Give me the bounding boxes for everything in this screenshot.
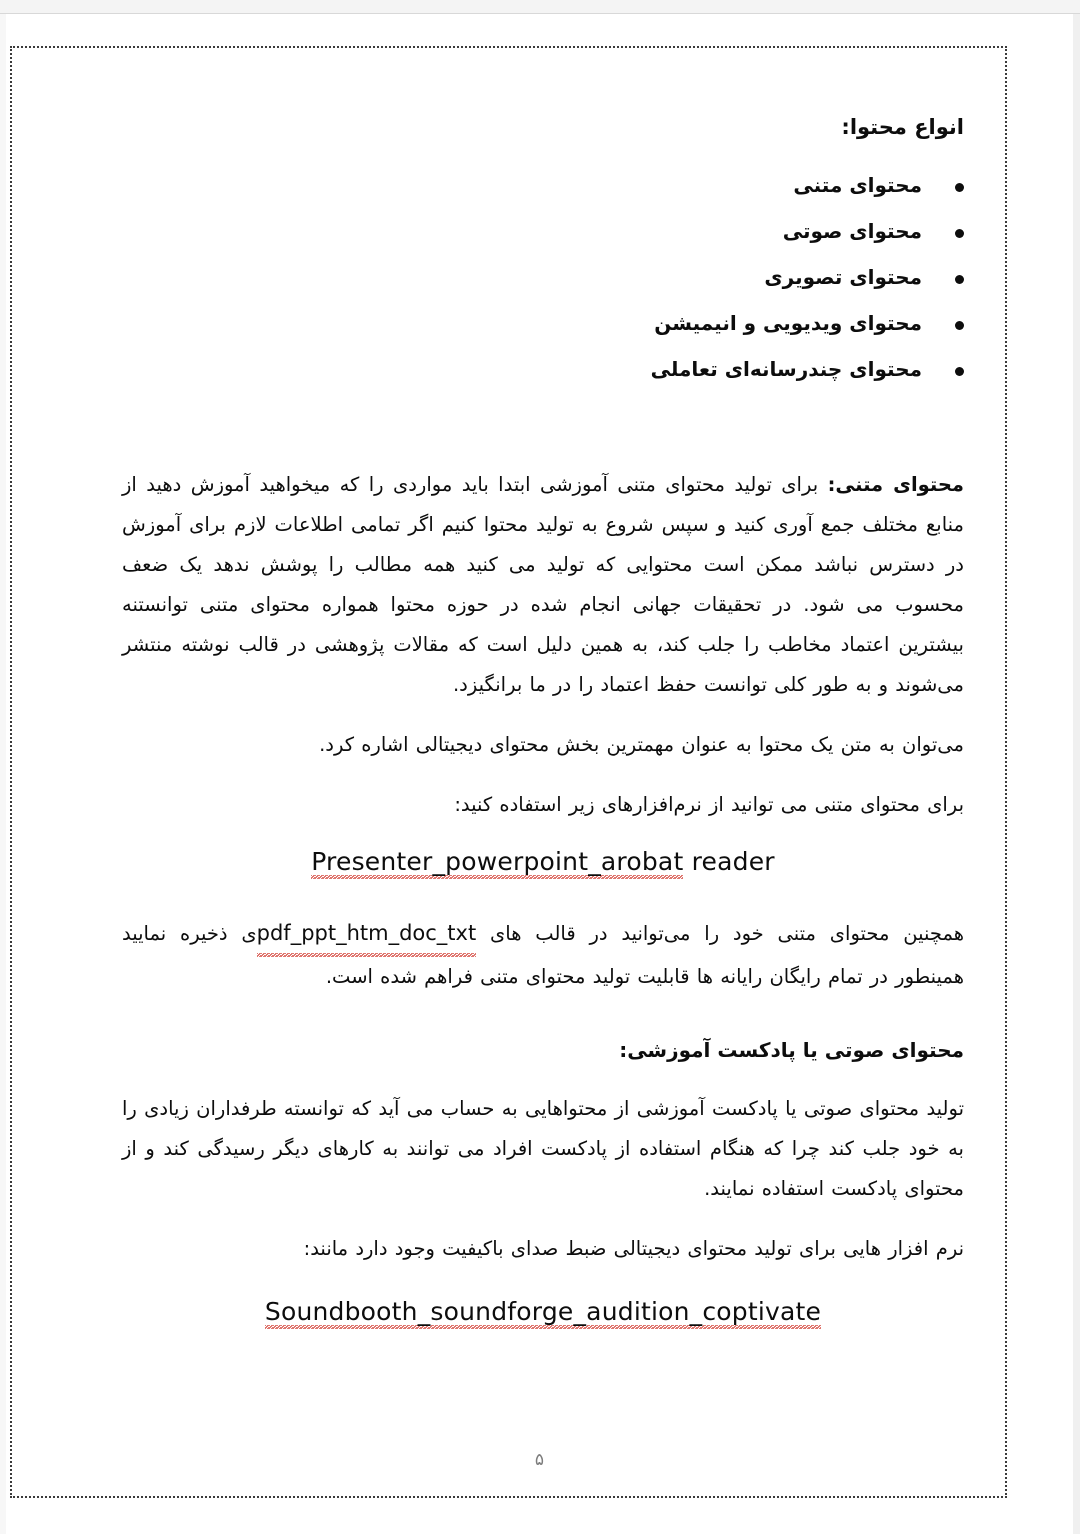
- list-item-label: محتوای صوتی: [782, 219, 922, 244]
- text-formats-after: ی ذخیره نمایید همینطور در تمام رایگان رایانه ها قابلیت تولید محتوای متنی فراهم شده است.: [122, 922, 964, 989]
- text-software-intro-paragraph: برای محتوای متنی می توانید از نرم‌افزارهای زیر استفاده کنید:: [454, 793, 964, 817]
- list-item: [122, 265, 964, 290]
- list-item: [122, 311, 964, 336]
- audio-software-list: [122, 1297, 964, 1326]
- list-item: [122, 357, 964, 382]
- list-item-label: محتوای متنی: [793, 173, 922, 198]
- audio-software-intro-paragraph: نرم افزار هایی برای تولید محتوای دیجیتالی ضبط صدای باکیفیت وجود دارد مانند:: [303, 1236, 964, 1260]
- text-software-list: [122, 847, 964, 876]
- list-item-label: محتوای چندرسانه‌ای تعاملی: [650, 357, 922, 382]
- audio-software-names-misspelled: Soundbooth_soundforge_audition_coptivate: [265, 1297, 821, 1329]
- text-software-names-misspelled: Presenter_powerpoint_arobat: [311, 847, 683, 879]
- text-content-lead-label: محتوای متنی:: [827, 473, 964, 497]
- bullet-icon: [955, 229, 964, 238]
- audio-description-paragraph: تولید محتوای صوتی یا پادکست آموزشی از محتواهایی به حساب می آید که توانسته طرفداران زیادی را به خود جلب کند چرا که هنگام استفاده از پادکست افراد می توانند به کارهای دیگر رسیدگی کند و از محتوای پادکست استفاده نمایند.: [122, 1097, 964, 1200]
- page-heading: انواع محتوا:: [841, 115, 964, 139]
- text-software-names-plain: reader: [683, 847, 775, 877]
- text-content-paragraph: [122, 465, 964, 705]
- list-item-label: محتوای تصویری: [764, 265, 922, 290]
- bullet-icon: [955, 321, 964, 330]
- viewer-right-margin: [1073, 14, 1080, 1534]
- bullet-icon: [955, 367, 964, 376]
- audio-section-heading: محتوای صوتی یا پادکست آموزشی:: [619, 1038, 964, 1063]
- page-content: [122, 114, 964, 1356]
- list-item-label: محتوای ویدیویی و انیمیشن: [654, 311, 922, 336]
- bullet-icon: [955, 275, 964, 284]
- list-item: [122, 219, 964, 244]
- text-formats-paragraph: [122, 912, 964, 997]
- text-content-paragraph-body: برای تولید محتوای متنی آموزشی ابتدا باید مواردی را که میخواهید آموزش دهید از منابع مختلف جمع آوری کنید و سپس شروع به تولید محتوا کنیم اگر تمامی اطلاعات لازم برای آموزش در دسترس نباشد ممکن است محتوایی که تولید می کنید همه مطالب را پوشش ندهد یک ضعف محسوب می شود. در تحقیقات جهانی انجام شده در حوزه محتوا همواره محتوای متنی توانستنه بیشترین اعتماد مخاطب را جلب کند، به همین دلیل است که مقالات پژوهشی در قالب نوشته منتشر می‌شوند و به طور کلی توانست حفظ اعتماد را در ما برانگیزد.: [122, 473, 964, 697]
- text-importance-paragraph: می‌توان به متن یک محتوا به عنوان مهمترین بخش محتوای دیجیتالی اشاره کرد.: [319, 733, 964, 757]
- text-formats-before: همچنین محتوای متنی خود را می‌توانید در قالب های: [490, 922, 964, 946]
- document-page: [6, 14, 1073, 1534]
- viewer-top-strip: [0, 0, 1080, 14]
- text-file-formats: pdf_ppt_htm_doc_txt: [257, 912, 477, 957]
- page-number: ۵: [534, 1450, 545, 1470]
- content-types-list: [122, 173, 964, 382]
- bullet-icon: [955, 183, 964, 192]
- list-item: [122, 173, 964, 198]
